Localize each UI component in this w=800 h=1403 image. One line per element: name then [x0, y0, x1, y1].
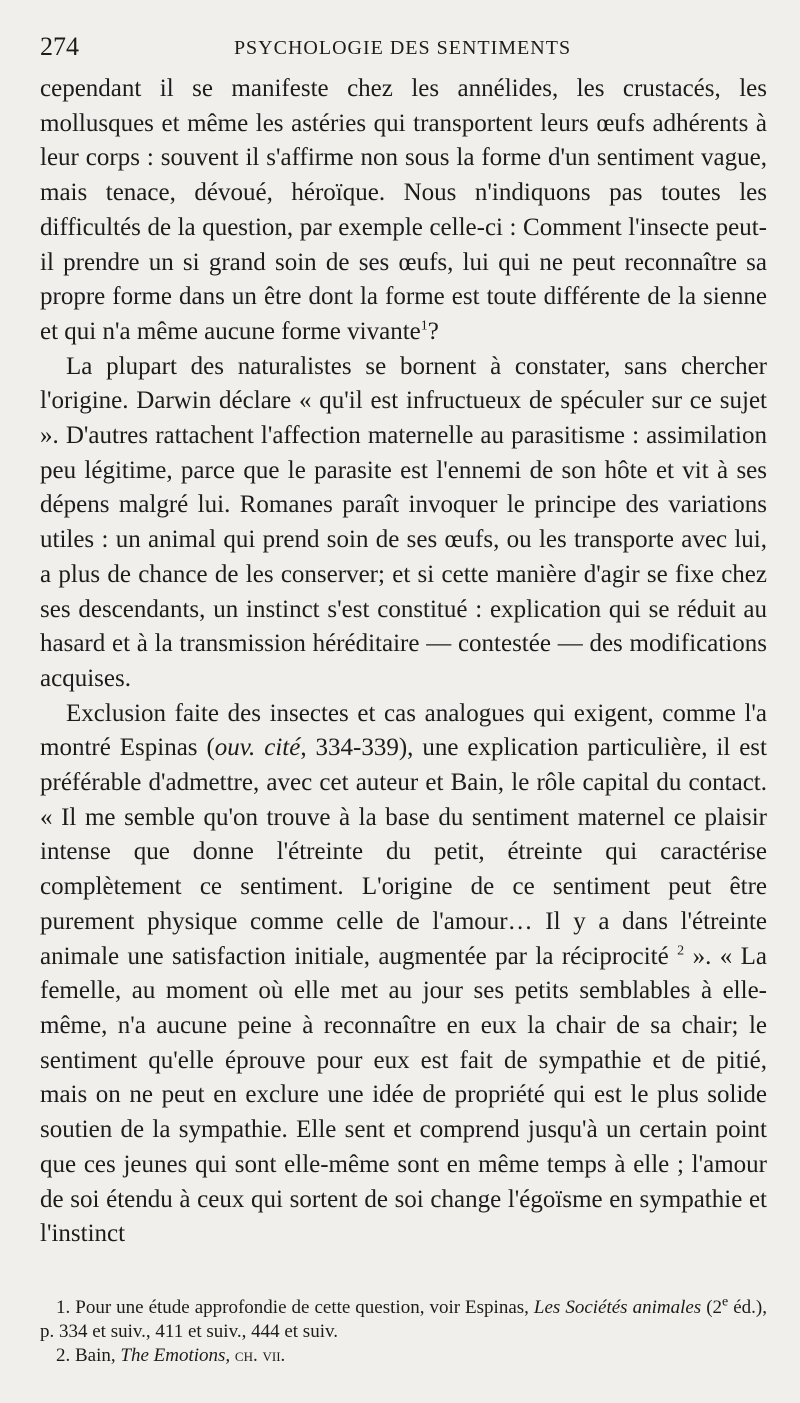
paragraph-1-end: ?: [427, 317, 439, 345]
paragraph-3-part-2: , 334-339), une explication particulière, il est préférable d'admettre, avec cet auteur et Bain, le rôle capital du contact. « Il me semble qu'on trouve à la base du sentiment maternel ce plaisir intense que donne l'étreinte du petit, étreinte qui caractérise complètement ce sentiment. L'origine de ce sentiment peut être purement physique comme celle de l'amour… Il y a dans l'étreinte animale une satisfaction initiale, augmentée par la réciprocité: [40, 734, 767, 970]
footnote-1-prefix: 1. Pour une étude approfondie de cette question, voir Espinas,: [56, 1297, 534, 1318]
footnote-1-edition: (2: [701, 1297, 723, 1318]
page-number: 274: [40, 32, 79, 61]
footnote-1-title: Les Sociétés animales: [533, 1297, 702, 1318]
footnote-1: [40, 1296, 767, 1344]
paragraph-continued: [40, 72, 767, 350]
italic-reference: ouv. cité: [214, 734, 301, 762]
footnote-ref-2: 2: [677, 943, 685, 959]
footnote-1-edition-sup: e: [722, 1294, 729, 1310]
paragraph-3-part-1: Exclusion faite des insectes et cas analogues qui exigent, comme l'a montré Espinas (: [40, 699, 767, 762]
paragraph-espinas: [40, 697, 767, 1252]
footnote-ref-1: 1: [420, 318, 428, 334]
footnote-2-prefix: 2. Bain,: [56, 1345, 121, 1366]
footnote-2: [40, 1344, 767, 1368]
page-header: [40, 28, 765, 68]
footnote-1-suffix: éd.), p. 334 et suiv., 411 et suiv., 444 et suiv.: [40, 1297, 767, 1342]
paragraph-1-text: cependant il se manifeste chez les annélides, les crustacés, les mollusques et même les astéries qui transportent leurs œufs adhérents à leur corps : souvent il s'affirme non sous la forme d'un sentiment vague, mais tenace, dévoué, héroïque. Nous n'indiquons pas toutes les difficultés de la question, par exemple celle-ci : Comment l'insecte peut-il prendre un si grand soin de ses œufs, lui qui ne peut reconnaître sa propre forme dans un être dont la forme est toute différente de la sienne et qui n'a même aucune forme vivante: [40, 75, 767, 345]
footnote-2-title: The Emotions,: [120, 1345, 231, 1366]
paragraph-naturalistes: La plupart des naturalistes se bornent à constater, sans chercher l'origine. Darwin déclare « qu'il est infructueux de spéculer sur ce sujet ». D'autres rattachent l'affection maternelle au parasitisme : assimilation peu légitime, parce que le parasite est l'ennemi de son hôte et vit à ses dépens malgré lui. Romanes paraît invoquer le principe des variations utiles : un animal qui prend soin de ses œufs, ou les transporte avec lui, a plus de chance de les conserver; et si cette manière d'agir se fixe chez ses descendants, un instinct s'est constitué : explication qui se réduit au hasard et à la transmission héréditaire — contestée — des modifications acquises.: [40, 352, 767, 692]
paragraph-3-part-3: ». « La femelle, au moment où elle met au jour ses petits semblables à elle-même, n'a aucune peine à reconnaître en eux la chair de sa chair; le sentiment qu'elle éprouve pour eux est fait de sympathie et de pitié, mais on ne peut en exclure une idée de propriété qui est le plus solide soutien de la sympathie. Elle sent et comprend jusqu'à un certain point que ces jeunes qui sont elle-même sont en même temps à elle ; l'amour de soi étendu à ceux qui sortent de soi change l'égoïsme en sympathie et l'instinct: [40, 942, 768, 1248]
footnote-2-suffix: ch. vii.: [230, 1345, 286, 1366]
footnotes: [40, 1296, 767, 1368]
body-text: [40, 72, 767, 1252]
running-title: PSYCHOLOGIE DES SENTIMENTS: [233, 37, 572, 59]
